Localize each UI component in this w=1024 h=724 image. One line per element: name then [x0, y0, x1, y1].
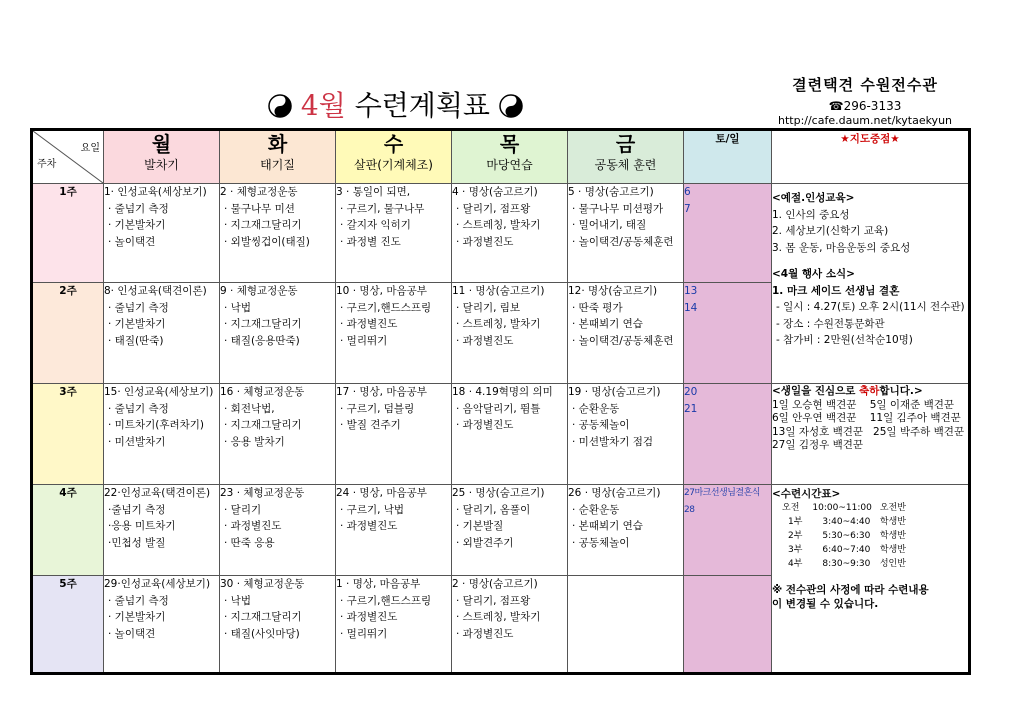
time-range: 8:30~9:30 — [822, 559, 871, 569]
header-tuesday — [220, 130, 336, 184]
events-item: - 장소 : 수원전통문화관 — [776, 317, 885, 330]
yin-yang-icon — [268, 94, 292, 118]
cell-line: · 과정별진도 — [340, 611, 398, 623]
schedule-cell-empty — [568, 576, 684, 674]
time-part: 3부 — [788, 545, 803, 555]
weekend-cell — [684, 384, 772, 485]
etiquette-title: <예절.인성교육> — [772, 192, 855, 204]
notes-birthdays — [772, 384, 970, 485]
day-name: 월 — [151, 132, 172, 156]
header-thursday — [452, 130, 568, 184]
cell-line: · 과정별진도 — [224, 520, 282, 532]
cell-line: 1 · 명상, 마음공부 — [336, 578, 421, 590]
cell-line: 4 · 명상(숨고르기) — [452, 186, 538, 198]
cell-line: · 멀리뛰기 — [340, 627, 388, 640]
cell-line: · 달리기, 림보 — [456, 301, 521, 314]
weekend-date: 28 — [684, 504, 695, 515]
cell-line: · 구르기,핸드스프링 — [340, 301, 432, 314]
cell-line: 12· 명상(숨고르기) — [568, 285, 658, 297]
weekend-date: 13 — [684, 285, 698, 297]
cell-line: 23 · 체형교정운동 — [220, 487, 305, 499]
cell-line: · 태질(딴죽) — [108, 334, 164, 347]
notice-line: 이 변경될 수 있습니다. — [772, 598, 879, 610]
training-time-table — [782, 501, 906, 571]
cell-line: · 본때뵈기 연습 — [572, 520, 643, 532]
etiquette-item: 1. 인사의 중요성 — [772, 208, 850, 221]
schedule-cell — [568, 283, 684, 384]
time-class: 오전반 — [879, 503, 906, 513]
cell-line: 2 · 체형교정운동 — [220, 186, 298, 198]
cell-line: · 물구나무 미션평가 — [572, 202, 664, 215]
schedule-cell — [568, 485, 684, 576]
weekend-cell-empty — [684, 576, 772, 674]
cell-line: · 물구나무 미션 — [224, 202, 295, 215]
cell-line: 8· 인성교육(택견이론) — [104, 285, 207, 297]
cell-line: 15· 인성교육(세상보기) — [104, 386, 214, 398]
time-range: 5:30~6:30 — [822, 531, 871, 541]
schedule-cell — [220, 184, 336, 283]
cell-line: 30 · 체형교정운동 — [220, 578, 305, 590]
events-head: 1. 마크 세이드 선생님 결혼 — [772, 284, 900, 297]
cell-line: · 줄넘기 측정 — [108, 301, 169, 314]
cell-line: · 외발견주기 — [456, 536, 514, 549]
org-url[interactable]: http://cafe.daum.net/kytaekyun — [777, 114, 953, 127]
org-info — [770, 74, 960, 127]
time-part: 1부 — [788, 517, 803, 527]
notes-etiquette-events — [772, 184, 970, 384]
header-weekend: 토/일 — [684, 130, 772, 184]
schedule-title: <수련시간표> — [772, 488, 841, 500]
cell-line: · 스트레칭, 발차기 — [456, 611, 541, 623]
cell-line: · 공동체놀이 — [572, 419, 630, 431]
cell-line: · 구르기, 덤블링 — [340, 402, 415, 415]
time-class: 성인반 — [879, 559, 906, 569]
cell-line: ·민첩성 발질 — [108, 536, 166, 549]
header-focus: ★지도중점★ — [772, 130, 970, 184]
schedule-cell — [220, 485, 336, 576]
cell-line: · 과정별진도 — [456, 235, 514, 248]
title-main: 수련계획표 — [354, 89, 490, 122]
cell-line: · 갈지자 익히기 — [340, 219, 411, 231]
schedule-cell — [452, 184, 568, 283]
day-name: 화 — [267, 132, 288, 156]
schedule-table — [30, 128, 971, 675]
cell-line: · 미션발차기 — [108, 435, 166, 448]
cell-line: · 줄넘기 측정 — [108, 202, 169, 215]
cell-line: · 딴죽 응용 — [224, 536, 275, 549]
cell-line: ·응용 미트차기 — [108, 520, 176, 532]
cell-line: · 음악달리기, 뜀틀 — [456, 402, 541, 415]
schedule-cell — [452, 485, 568, 576]
cell-line: · 회전낙법, — [224, 402, 275, 415]
day-name: 목 — [499, 132, 520, 156]
cell-line: · 줄넘기 측정 — [108, 402, 169, 415]
cell-line: · 지그재그달리기 — [224, 419, 302, 431]
cell-line: · 본때뵈기 연습 — [572, 318, 643, 330]
cell-line: · 순환운동 — [572, 503, 620, 516]
time-part: 4부 — [788, 559, 803, 569]
time-range: 6:40~7:40 — [822, 545, 871, 555]
day-name: 금 — [615, 132, 636, 156]
cell-line: 3 · 통일이 되면, — [336, 186, 411, 198]
week-label: 4주 — [32, 485, 104, 576]
weekend-date: 7 — [684, 202, 691, 215]
cell-line: · 줄넘기 측정 — [108, 594, 169, 607]
schedule-cell — [104, 283, 220, 384]
cell-line: · 기본발질 — [456, 520, 504, 532]
cell-line: 9 · 체형교정운동 — [220, 285, 298, 297]
cell-line: · 놀이택견/공동체훈련 — [572, 235, 674, 248]
schedule-cell — [568, 184, 684, 283]
notice-line: ※ 전수관의 사정에 따라 수련내용 — [772, 584, 929, 596]
cell-line: · 스트레칭, 발차기 — [456, 318, 541, 330]
cell-line: · 과정별진도 — [456, 419, 514, 431]
cell-line: 11 · 명상(숨고르기) — [452, 285, 545, 297]
schedule-cell — [104, 184, 220, 283]
cell-line: · 멀리뛰기 — [340, 334, 388, 347]
events-item: - 일시 : 4.27(토) 오후 2시(11시 전수관) — [776, 301, 965, 313]
cell-line: · 낙법 — [224, 594, 251, 607]
cell-line: · 미트차기(후려차기) — [108, 419, 205, 431]
yin-yang-icon — [499, 94, 523, 118]
etiquette-item: 3. 몸 운동, 마음운동의 중요성 — [772, 241, 911, 254]
weekend-date: 14 — [684, 301, 698, 314]
etiquette-item: 2. 세상보기(신학기 교육) — [772, 225, 889, 237]
cell-line: · 달리기, 점프왕 — [456, 202, 531, 215]
schedule-cell — [336, 283, 452, 384]
time-class: 학생반 — [879, 531, 906, 541]
cell-line: 5 · 명상(숨고르기) — [568, 186, 654, 198]
cell-line: 10 · 명상, 마음공부 — [336, 285, 427, 297]
day-theme: 태기질 — [260, 158, 295, 172]
cell-line: · 순환운동 — [572, 402, 620, 415]
cell-line: · 지그재그달리기 — [224, 318, 302, 330]
corner-header — [32, 130, 104, 184]
cell-line: 16 · 체형교정운동 — [220, 386, 305, 398]
cell-line: · 낙법 — [224, 301, 251, 314]
cell-line: 26 · 명상(숨고르기) — [568, 487, 661, 499]
cell-line: · 공동체놀이 — [572, 536, 630, 549]
time-part: 2부 — [788, 531, 803, 541]
cell-line: 17 · 명상, 마음공부 — [336, 386, 427, 398]
notes-training-times — [772, 485, 970, 674]
schedule-cell — [220, 576, 336, 674]
birthday-title: <생일을 진심으로 축하합니다.> — [772, 385, 923, 397]
header-monday — [104, 130, 220, 184]
schedule-cell — [568, 384, 684, 485]
cell-line: · 놀이택견 — [108, 235, 156, 248]
day-name: 수 — [383, 132, 404, 156]
page-title — [268, 84, 523, 124]
header-friday — [568, 130, 684, 184]
cell-line: · 기본발차기 — [108, 219, 166, 231]
schedule-cell — [220, 384, 336, 485]
org-phone: ☎296-3133 — [828, 99, 902, 113]
week-label: 2주 — [32, 283, 104, 384]
header-wednesday — [336, 130, 452, 184]
cell-line: · 태질(응용딴죽) — [224, 334, 300, 347]
cell-line: 24 · 명상, 마음공부 — [336, 487, 427, 499]
cell-line: 18 · 4.19혁명의 의미 — [452, 386, 553, 398]
events-item: - 참가비 : 2만원(선착순10명) — [776, 334, 913, 346]
schedule-cell — [104, 576, 220, 674]
schedule-cell — [336, 184, 452, 283]
time-part: 오전 — [782, 503, 800, 513]
cell-line: · 발질 견주기 — [340, 419, 401, 431]
schedule-cell — [220, 283, 336, 384]
week-label: 3주 — [32, 384, 104, 485]
birthday-item: 13일 자성호 백견꾼 25일 박주하 백견꾼 — [772, 425, 965, 438]
day-theme: 살판(기계체조) — [354, 158, 433, 172]
cell-line: · 놀이택견/공동체훈련 — [572, 334, 674, 347]
schedule-cell — [452, 283, 568, 384]
cell-line: · 딴죽 평가 — [572, 301, 623, 314]
birthday-item: 1일 오승현 백견꾼 5일 이재준 백견꾼 — [772, 398, 955, 411]
cell-line: · 과정별진도 — [340, 318, 398, 330]
cell-line: 22·인성교육(택견이론) — [104, 487, 211, 499]
schedule-cell — [452, 576, 568, 674]
schedule-cell — [452, 384, 568, 485]
cell-line: · 달리기, 점프왕 — [456, 594, 531, 607]
cell-line: · 놀이택견 — [108, 627, 156, 640]
cell-line: · 스트레칭, 발차기 — [456, 219, 541, 231]
cell-line: · 미션발차기 점검 — [572, 435, 654, 448]
cell-line: · 외발씽겁이(태질) — [224, 235, 310, 248]
cell-line: · 과정별진도 — [456, 334, 514, 347]
weekend-cell — [684, 184, 772, 283]
schedule-cell — [336, 485, 452, 576]
events-title: <4월 행사 소식> — [772, 268, 855, 280]
week-label: 1주 — [32, 184, 104, 283]
time-range: 3:40~4:40 — [822, 517, 871, 527]
weekend-date: 6 — [684, 186, 691, 198]
weekend-cell — [684, 485, 772, 576]
schedule-cell — [104, 485, 220, 576]
cell-line: 29·인성교육(세상보기) — [104, 578, 211, 590]
weekend-date: 21 — [684, 402, 698, 415]
weekend-date: 20 — [684, 386, 698, 398]
cell-line: · 지그재그달리기 — [224, 611, 302, 623]
day-theme: 발차기 — [144, 158, 179, 172]
cell-line: · 밀어내기, 태질 — [572, 219, 647, 231]
time-range: 10:00~11:00 — [812, 503, 872, 513]
cell-line: · 과정별진도 — [456, 627, 514, 640]
cell-line: ·줄넘기 측정 — [108, 503, 166, 516]
title-month: 4월 — [300, 89, 346, 122]
schedule-cell — [336, 576, 452, 674]
week-label: 5주 — [32, 576, 104, 674]
time-class: 학생반 — [879, 517, 906, 527]
cell-line: · 지그재그달리기 — [224, 219, 302, 231]
cell-line: · 과정별진도 — [340, 520, 398, 532]
cell-line: · 달리기 — [224, 503, 262, 516]
schedule-cell — [104, 384, 220, 485]
cell-line: 2 · 명상(숨고르기) — [452, 578, 538, 590]
weekend-date: 27마크선생님결혼식 — [684, 488, 761, 498]
cell-line: · 응용 발차기 — [224, 435, 285, 448]
schedule-cell — [336, 384, 452, 485]
cell-line: · 구르기,핸드스프링 — [340, 594, 432, 607]
cell-line: 25 · 명상(숨고르기) — [452, 487, 545, 499]
weekend-cell — [684, 283, 772, 384]
org-name: 결련택견 수원전수관 — [792, 76, 938, 94]
time-class: 학생반 — [879, 545, 906, 555]
corner-week-label: 주차 — [37, 158, 57, 170]
cell-line: · 기본발차기 — [108, 611, 166, 623]
cell-line: · 태질(사잇마당) — [224, 627, 300, 640]
cell-line: 1· 인성교육(세상보기) — [104, 186, 207, 198]
corner-day-label: 요일 — [80, 143, 100, 154]
day-theme: 마당연습 — [486, 158, 533, 172]
day-theme: 공동체 훈련 — [594, 158, 657, 172]
cell-line: · 구르기, 낙법 — [340, 503, 405, 516]
birthday-item: 27일 김정우 백견꾼 — [772, 439, 864, 451]
birthday-item: 6일 안우연 백견꾼 11일 김주아 백견꾼 — [772, 412, 961, 424]
cell-line: · 기본발차기 — [108, 318, 166, 330]
cell-line: 19 · 명상(숨고르기) — [568, 386, 661, 398]
cell-line: · 달리기, 옴풀이 — [456, 503, 531, 516]
cell-line: · 과정별 진도 — [340, 235, 401, 248]
cell-line: · 구르기, 물구나무 — [340, 202, 425, 215]
